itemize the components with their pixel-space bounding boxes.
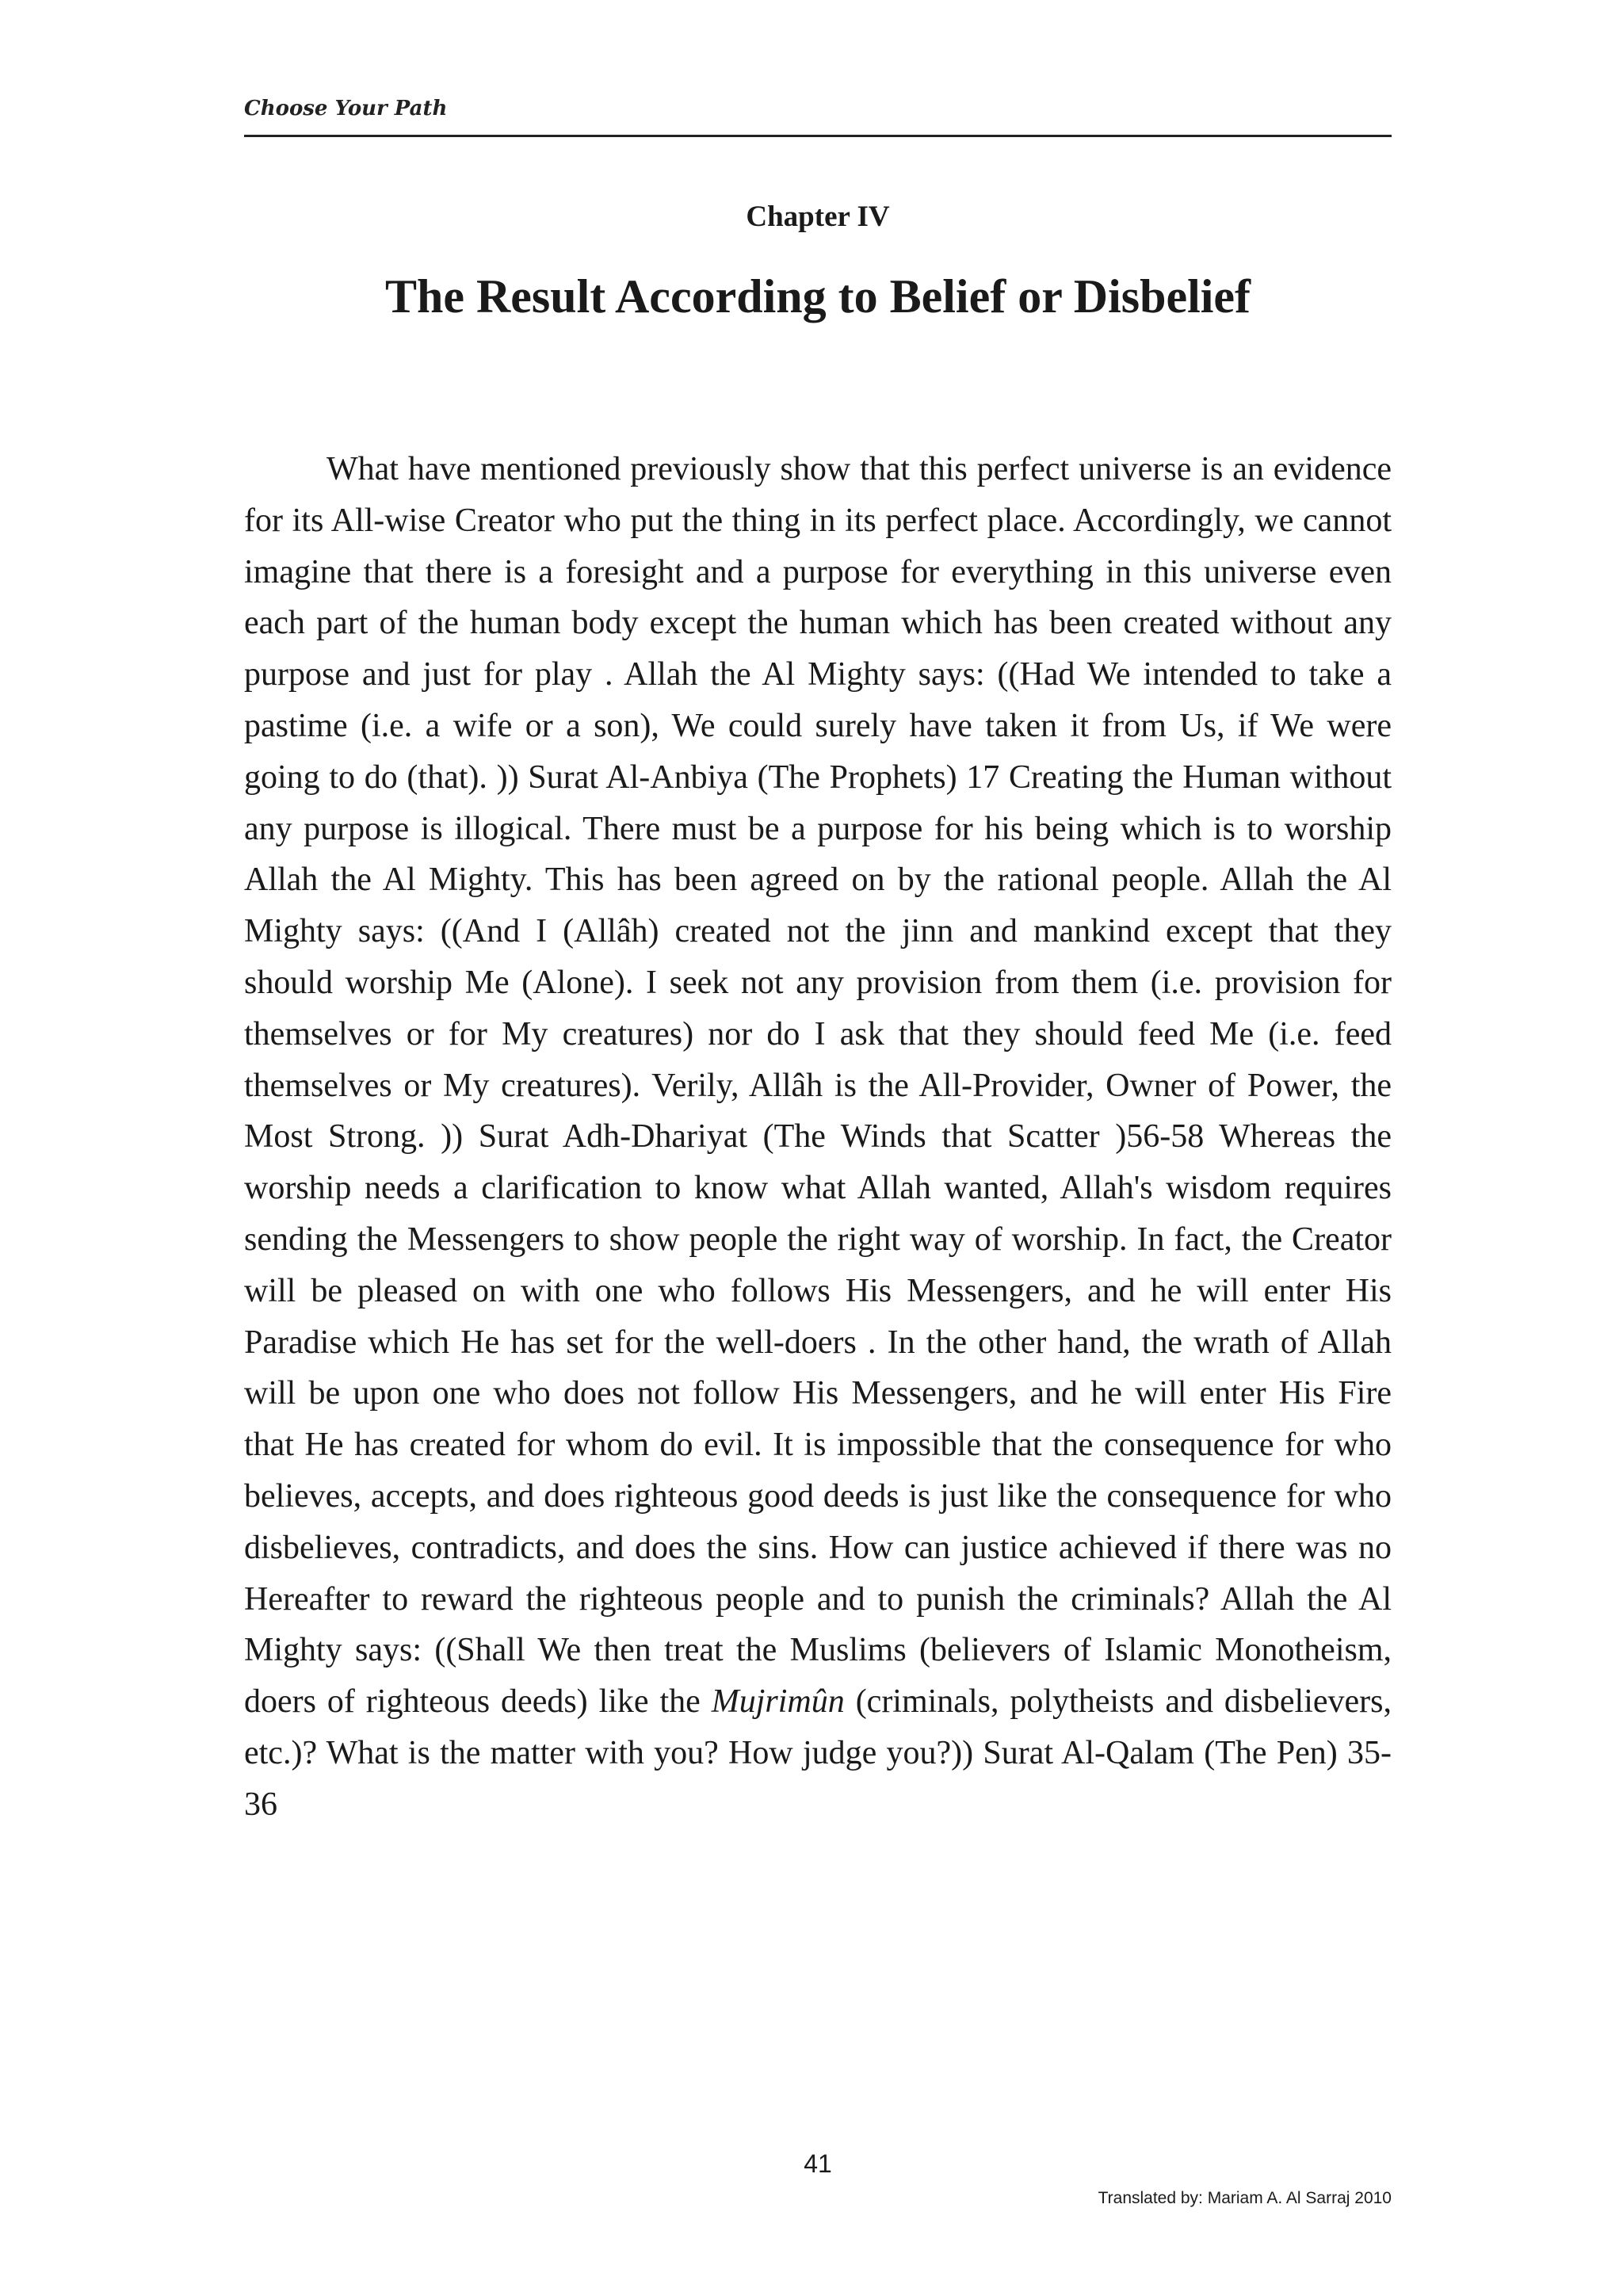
chapter-label: Chapter IV <box>746 201 890 233</box>
italic-term: Mujrimûn <box>711 1683 845 1721</box>
body-text-part1: What have mentioned previously show that this perfect universe is an evidence for its All-wise Creator who put the thing in its perfect place. Accordingly, we cannot imagine that there is a foresight and a purpose for everything in this universe even each part of the human body except the human which has been created without any purpose and just for play . Allah the Al Mighty says: ((Had We intended to take a pastime (i.e. a wife or a son), We could surely have taken it from Us, if We were going to do (that). )) Surat Al-Anbiya (The Prophets) 17 Creating the Human without any purpose is illogical. There must be a purpose for his being which is to worship Allah the Al Mighty. This has been agreed on by the rational people. Allah the Al Mighty says: ((And I (Allâh) created not the jinn and mankind except that they should worship Me (Alone). I seek not any provision from them (i.e. provision for themselves or for My creatures) nor do I ask that they should feed Me (i.e. feed themselves or My creatures). Verily, Allâh is the All-Provider, Owner of Power, the Most Strong. )) Surat Adh-Dhariyat (The Winds that Scatter )56-58 Whereas the worship needs a clarification to know what Allah wanted, Allah's wisdom requires sending the Messengers to show people the right way of worship. In fact, the Creator will be pleased on with one who follows His Messengers, and he will enter His Paradise which He has set for the well-doers . In the other hand, the wrath of Allah will be upon one who does not follow His Messengers, and he will enter His Fire that He has created for whom do evil. It is impossible that the consequence for who believes, accepts, and does righteous good deeds is just like the consequence for who disbelieves, contradicts, and does the sins. How can justice achieved if there was no Hereafter to reward the righteous people and to punish the criminals? Allah the Al Mighty says: ((Shall We then treat the Muslims (believers of Islamic Monotheism, doers of righteous deeds) like the <box>244 451 1392 1721</box>
translator-credit: Translated by: Mariam A. Al Sarraj 2010 <box>1098 2189 1392 2207</box>
header-rule <box>244 135 1392 137</box>
running-header: Choose Your Path <box>244 97 448 120</box>
body-text-part2: (criminals, polytheists and disbelievers, etc.)? What is the matter with you? How judge you?)) Surat Al-Qalam (The Pen) 35-36 <box>244 1683 1392 1823</box>
chapter-title: The Result According to Belief or Disbelief <box>384 270 1251 323</box>
page-number: 41 <box>804 2149 832 2178</box>
body-paragraph <box>244 444 1392 1831</box>
